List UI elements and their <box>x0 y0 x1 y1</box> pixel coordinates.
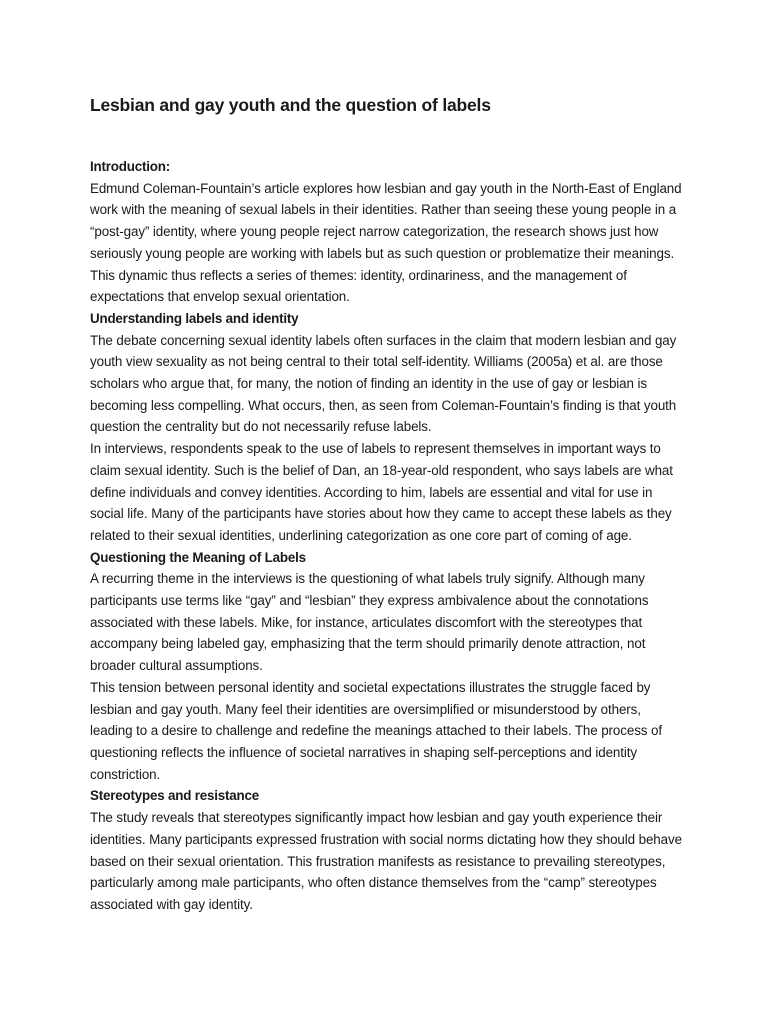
document-page <box>90 93 686 916</box>
paragraph: This tension between personal identity and societal expectations illustrates the struggle faced by lesbian and gay youth. Many feel their identities are oversimplified or misunderstood by others, leading to a desire to challenge and redefine the meanings attached to their labels. The process of questioning reflects the influence of societal narratives in shaping self-perceptions and identity constriction. <box>90 679 662 782</box>
section-stereotypes-resistance <box>90 785 686 915</box>
paragraph: The study reveals that stereotypes significantly impact how lesbian and gay youth experience their identities. Many participants expressed frustration with social norms dictating how they should behave based on their sexual orientation. This frustration manifests as resistance to prevailing stereotypes, particularly among male participants, who often distance themselves from the “camp” stereotypes associated with gay identity. <box>90 810 682 912</box>
paragraph: A recurring theme in the interviews is the questioning of what labels truly signify. Although many participants use terms like “gay” and “lesbian” they express ambivalence about the connotations associated with these labels. Mike, for instance, articulates discomfort with the stereotypes that accompany being labeled gay, emphasizing that the term should primarily denote attraction, not broader cultural assumptions. <box>90 571 649 674</box>
document-title: Lesbian and gay youth and the question of labels <box>90 95 491 115</box>
section-introduction <box>90 156 686 308</box>
section-heading: Questioning the Meaning of Labels <box>90 549 306 565</box>
paragraph: Edmund Coleman-Fountain’s article explores how lesbian and gay youth in the North-East of England work with the meaning of sexual labels in their identities. Rather than seeing these young people in a “post-gay” identity, where young people reject narrow categorization, the research shows just how seriously young people are working with labels but as such question or problematize their meanings. This dynamic thus reflects a series of themes: identity, ordinariness, and the management of expectations that envelop sexual orientation. <box>90 180 682 305</box>
section-heading: Understanding labels and identity <box>90 310 299 326</box>
section-heading: Introduction: <box>90 159 170 174</box>
paragraph: The debate concerning sexual identity labels often surfaces in the claim that modern lesbian and gay youth view sexuality as not being central to their total self-identity. Williams (2005a) et al. are those scholars who argue that, for many, the notion of finding an identity in the use of gay or lesbian is becoming less compelling. What occurs, then, as seen from Coleman-Fountain’s finding is that youth question the centrality but do not necessarily refuse labels. <box>90 332 677 435</box>
section-questioning-meaning <box>90 547 686 786</box>
section-understanding-labels <box>90 308 686 547</box>
paragraph: In interviews, respondents speak to the use of labels to represent themselves in important ways to claim sexual identity. Such is the belief of Dan, an 18-year-old respondent, who says labels are what define individuals and convey identities. According to him, labels are essential and vital for use in social life. Many of the participants have stories about how they came to accept these labels as they related to their sexual identities, underlining categorization as one core part of coming of age. <box>90 441 673 543</box>
section-heading: Stereotypes and resistance <box>90 788 259 804</box>
